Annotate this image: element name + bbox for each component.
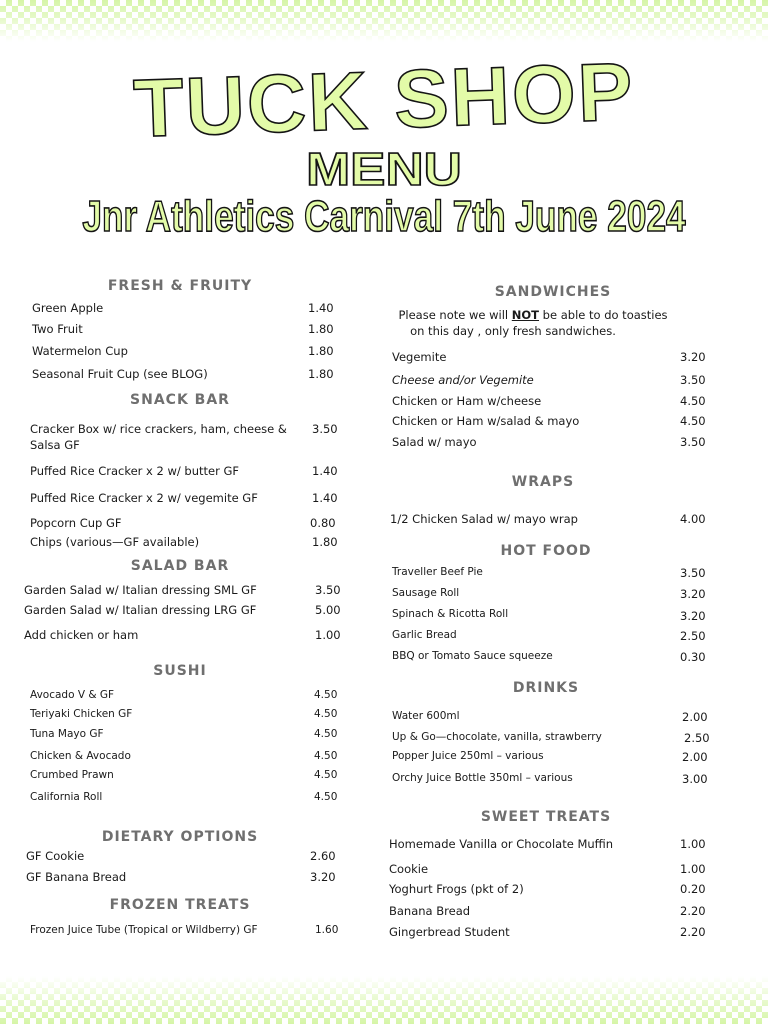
checkered-border-bottom bbox=[0, 976, 768, 1024]
menu-item-price: 3.20 bbox=[680, 587, 706, 601]
menu-item-name: Garden Salad w/ Italian dressing LRG GF bbox=[24, 603, 257, 617]
menu-item-price: 2.20 bbox=[680, 904, 706, 918]
menu-item-price: 0.80 bbox=[310, 516, 336, 530]
menu-item-price: 2.50 bbox=[684, 731, 710, 745]
menu-item-name: Garlic Bread bbox=[392, 629, 457, 641]
sandwich-note-line2: on this day , only fresh sandwiches. bbox=[410, 324, 616, 338]
menu-item-name: Cookie bbox=[389, 862, 429, 876]
menu-item-price: 1.00 bbox=[680, 862, 706, 876]
menu-subtitle: MENU bbox=[306, 143, 462, 195]
menu-item-name: Puffed Rice Cracker x 2 w/ butter GF bbox=[30, 464, 240, 478]
menu-item-name: GF Banana Bread bbox=[26, 870, 127, 884]
menu-item-name: Watermelon Cup bbox=[32, 344, 128, 358]
menu-item-price: 1.80 bbox=[308, 322, 334, 336]
menu-item-price: 1.00 bbox=[315, 628, 341, 642]
menu-item-name: 1/2 Chicken Salad w/ mayo wrap bbox=[390, 512, 578, 526]
section-title-drinks: DRINKS bbox=[512, 680, 580, 696]
menu-item-name: Chicken & Avocado bbox=[30, 750, 131, 762]
menu-item-price: 3.50 bbox=[315, 583, 341, 597]
menu-item-name: Homemade Vanilla or Chocolate Muffin bbox=[389, 837, 614, 851]
menu-item-name: Traveller Beef Pie bbox=[392, 566, 483, 578]
menu-item-price: 5.00 bbox=[315, 603, 341, 617]
menu-item-name: Gingerbread Student bbox=[389, 925, 510, 939]
menu-item-name: Water 600ml bbox=[392, 710, 460, 722]
menu-item-price: 4.50 bbox=[680, 394, 706, 408]
menu-item-name: Garden Salad w/ Italian dressing SML GF bbox=[24, 583, 257, 597]
menu-item-name: Chicken or Ham w/salad & mayo bbox=[392, 414, 580, 428]
menu-item-price: 4.00 bbox=[680, 512, 706, 526]
menu-item-price: 2.50 bbox=[680, 629, 706, 643]
menu-item-name: Cheese and/or Vegemite bbox=[392, 373, 534, 387]
menu-item-name: Crumbed Prawn bbox=[30, 769, 114, 781]
section-title-sweet-treats: SWEET TREATS bbox=[480, 809, 612, 825]
menu-item-price: 1.80 bbox=[308, 367, 334, 381]
sandwich-note: Please note we will NOT be able to do toasties bbox=[398, 308, 668, 322]
section-title-sushi: SUSHI bbox=[153, 663, 207, 679]
menu-item-price: 4.50 bbox=[314, 708, 338, 720]
menu-item-price: 1.80 bbox=[312, 535, 338, 549]
menu-item-price: 3.50 bbox=[680, 566, 706, 580]
menu-item-price: 2.00 bbox=[682, 750, 708, 764]
menu-item-price: 3.50 bbox=[312, 422, 338, 436]
menu-item-price: 1.40 bbox=[312, 464, 338, 478]
menu-item-name: Up & Go—chocolate, vanilla, strawberry bbox=[392, 731, 602, 743]
menu-item-name: Chips (various—GF available) bbox=[30, 535, 200, 549]
menu-item-price: 1.40 bbox=[312, 491, 338, 505]
menu-item-name: Avocado V & GF bbox=[30, 689, 115, 701]
menu-item-name: Tuna Mayo GF bbox=[30, 728, 104, 740]
menu-item-name: Salad w/ mayo bbox=[392, 435, 477, 449]
section-title-sandwiches: SANDWICHES bbox=[494, 284, 612, 300]
menu-item-name: BBQ or Tomato Sauce squeeze bbox=[392, 650, 553, 662]
menu-item-price: 2.00 bbox=[682, 710, 708, 724]
menu-item-name-cont: Salsa GF bbox=[30, 438, 80, 452]
menu-item-price: 1.00 bbox=[680, 837, 706, 851]
menu-item-price: 4.50 bbox=[314, 750, 338, 762]
menu-item-price: 4.50 bbox=[314, 689, 338, 701]
menu-item-price: 3.50 bbox=[680, 435, 706, 449]
menu-item-name: Frozen Juice Tube (Tropical or Wildberry) GF bbox=[30, 924, 258, 936]
menu-title: TUCK SHOP bbox=[132, 46, 636, 155]
section-title-fresh: FRESH & FRUITY bbox=[107, 278, 253, 294]
menu-item-price: 3.20 bbox=[310, 870, 336, 884]
menu-item-name: Teriyaki Chicken GF bbox=[30, 708, 133, 720]
menu-item-price: 1.40 bbox=[308, 301, 334, 315]
menu-item-price: 3.20 bbox=[680, 350, 706, 364]
menu-item-price: 4.50 bbox=[680, 414, 706, 428]
menu-item-name: Puffed Rice Cracker x 2 w/ vegemite GF bbox=[30, 491, 258, 505]
menu-item-name: Add chicken or ham bbox=[24, 628, 139, 642]
menu-item-price: 2.60 bbox=[310, 849, 336, 863]
section-title-hot-food: HOT FOOD bbox=[500, 543, 592, 559]
menu-item-price: 4.50 bbox=[314, 769, 338, 781]
menu-item-price: 0.20 bbox=[680, 882, 706, 896]
menu-item-name: Green Apple bbox=[32, 301, 104, 315]
menu-item-name: Popper Juice 250ml – various bbox=[392, 750, 544, 762]
section-title-snack: SNACK BAR bbox=[130, 392, 230, 408]
menu-item-name: Banana Bread bbox=[389, 904, 471, 918]
menu-item-name: Cracker Box w/ rice crackers, ham, cheese & bbox=[30, 422, 287, 436]
menu-item-price: 1.60 bbox=[315, 924, 339, 936]
section-title-frozen: FROZEN TREATS bbox=[109, 897, 251, 913]
menu-item-price: 3.20 bbox=[680, 609, 706, 623]
menu-item-name: Two Fruit bbox=[32, 322, 83, 336]
menu-item-price: 4.50 bbox=[314, 728, 338, 740]
menu-item-price: 1.80 bbox=[308, 344, 334, 358]
section-title-dietary: DIETARY OPTIONS bbox=[101, 829, 259, 845]
checkered-border-top bbox=[0, 0, 768, 42]
menu-item-price: 2.20 bbox=[680, 925, 706, 939]
event-title: Jnr Athletics Carnival 7th June 2024 bbox=[82, 192, 686, 241]
menu-item-name: Seasonal Fruit Cup (see BLOG) bbox=[32, 367, 208, 381]
menu-item-price: 0.30 bbox=[680, 650, 706, 664]
section-title-salad: SALAD BAR bbox=[130, 558, 230, 574]
menu-item-price: 4.50 bbox=[314, 791, 338, 803]
menu-item-name: California Roll bbox=[30, 791, 103, 803]
menu-item-name: Orchy Juice Bottle 350ml – various bbox=[392, 772, 573, 784]
menu-item-name: Spinach & Ricotta Roll bbox=[392, 608, 509, 620]
menu-item-name: Yoghurt Frogs (pkt of 2) bbox=[389, 882, 524, 896]
menu-item-name: Popcorn Cup GF bbox=[30, 516, 122, 530]
section-title-wraps: WRAPS bbox=[511, 474, 575, 490]
menu-item-name: Sausage Roll bbox=[392, 587, 460, 599]
menu-item-name: Chicken or Ham w/cheese bbox=[392, 394, 542, 408]
menu-item-price: 3.50 bbox=[680, 373, 706, 387]
menu-item-name: GF Cookie bbox=[26, 849, 85, 863]
menu-item-name: Vegemite bbox=[392, 350, 447, 364]
menu-item-price: 3.00 bbox=[682, 772, 708, 786]
